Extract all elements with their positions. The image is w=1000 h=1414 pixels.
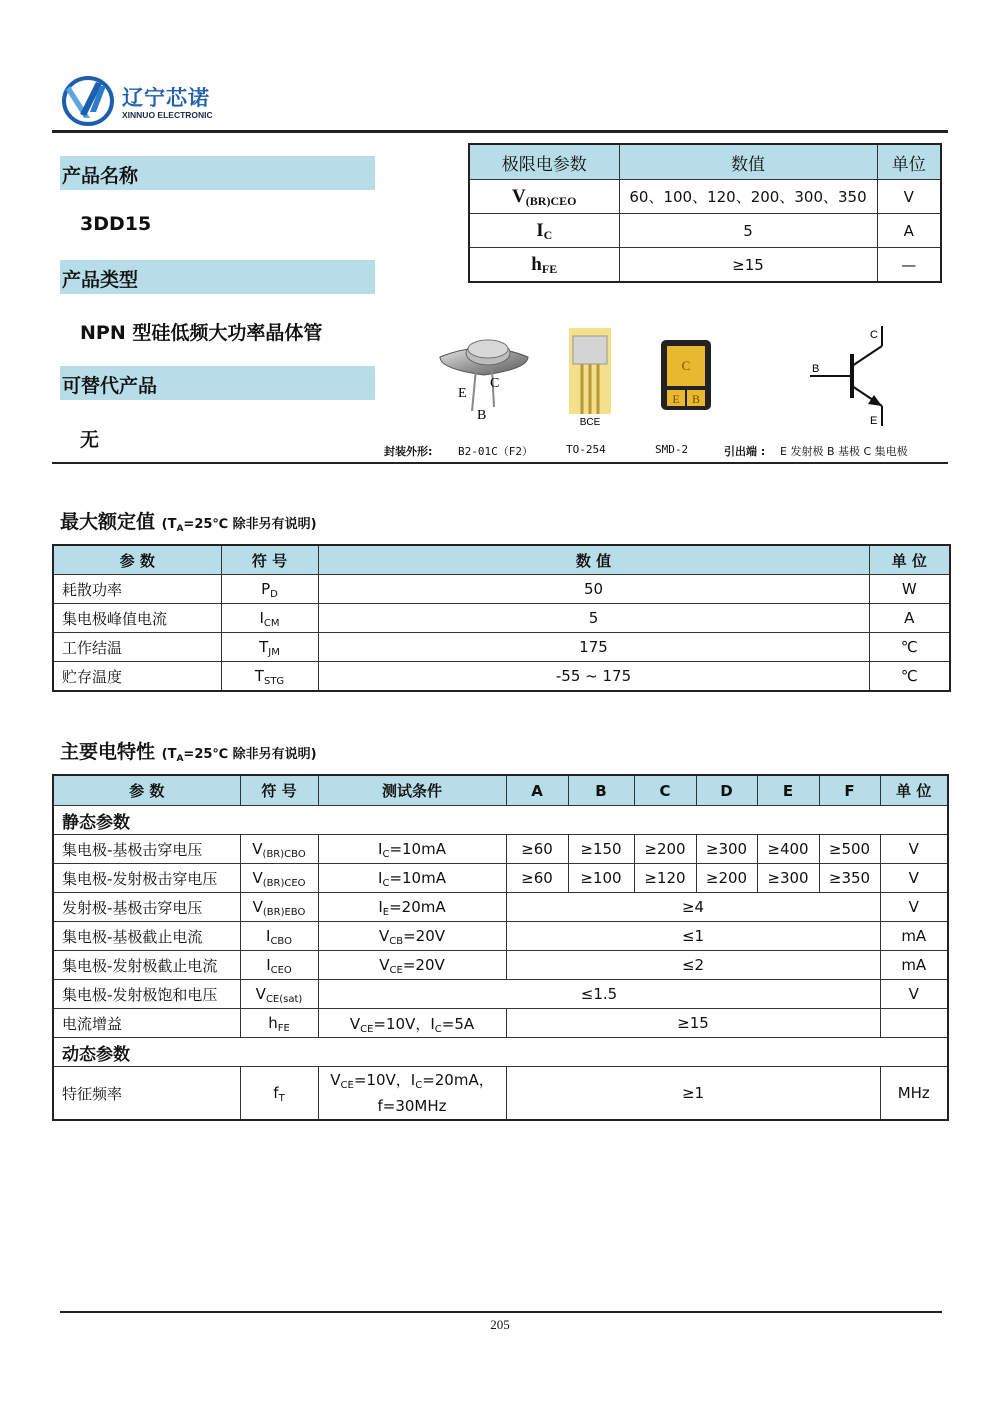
condition-text: V — [378, 927, 390, 945]
symbol-cell — [240, 980, 318, 1009]
condition-subscript: C — [415, 1080, 423, 1091]
condition-text: I — [378, 898, 383, 916]
pins-label: 引出端 : — [724, 445, 766, 458]
column-header: 符 号 — [221, 545, 318, 575]
smd-2-package-image — [661, 340, 711, 410]
table-row — [53, 980, 948, 1009]
package-name: TO-254 — [566, 443, 606, 456]
product-name-label: 产品名称 — [62, 165, 139, 187]
column-header: 单位 — [877, 144, 941, 180]
condition-cell — [318, 1009, 506, 1038]
value-cell: ≥4 — [506, 893, 880, 922]
group-row — [53, 806, 948, 835]
product-name-band — [60, 156, 375, 190]
symbol-text: V — [512, 185, 526, 207]
condition-subscript: C — [434, 1023, 442, 1035]
condition-pre: (T — [161, 517, 177, 532]
b2-pin-e-label: E — [458, 386, 467, 401]
smd-pin-c-label: C — [681, 358, 691, 373]
product-type-value: NPN 型硅低频大功率晶体管 — [80, 322, 323, 344]
alternative-label: 可替代产品 — [62, 375, 158, 397]
symbol-subscript: STG — [263, 676, 285, 687]
symbol-cell — [240, 922, 318, 951]
condition-text: V — [349, 1014, 361, 1033]
b2-pin-b-label: B — [477, 408, 487, 423]
symbol-subscript: FE — [541, 261, 558, 276]
package-name: B2-01C（F2） — [458, 445, 533, 458]
symbol-subscript: CBO — [270, 936, 292, 947]
condition-text: I — [378, 869, 383, 887]
b2-01c-package-image — [436, 335, 532, 425]
symbol-subscript: FE — [277, 1023, 290, 1034]
condition-text: I — [430, 1014, 435, 1033]
table-row — [469, 248, 941, 283]
param-cell: 集电极-发射极击穿电压 — [53, 864, 240, 893]
condition-text: =20V — [402, 956, 445, 974]
symbol-subscript: (BR)CEO — [262, 878, 306, 889]
condition-text: V — [330, 1071, 341, 1089]
column-header: D — [696, 775, 757, 806]
unit-cell: A — [877, 214, 941, 248]
column-header: F — [819, 775, 880, 806]
symbol-subscript: CE(sat) — [265, 994, 303, 1005]
table-header-row — [53, 545, 950, 575]
product-name-value: 3DD15 — [80, 213, 152, 235]
pins-description: E 发射极 B 基极 C 集电极 — [780, 445, 908, 458]
symbol-cell — [469, 180, 619, 214]
logo-mark-icon — [60, 72, 118, 128]
unit-cell: W — [869, 575, 950, 604]
symbol-subscript: JM — [268, 647, 280, 658]
value-cell: ≤1 — [506, 922, 880, 951]
param-cell: 特征频率 — [53, 1067, 240, 1121]
limit-parameters-table — [468, 143, 942, 283]
unit-cell: A — [869, 604, 950, 633]
company-logo — [60, 72, 218, 128]
value-cell: ≥1 — [506, 1067, 880, 1121]
column-header: 数值 — [619, 144, 877, 180]
condition-cell — [318, 893, 506, 922]
to-254-package-image — [565, 328, 615, 428]
symbol-text: I — [259, 609, 264, 627]
symbol-cell — [240, 864, 318, 893]
condition-text: =10mA — [389, 840, 446, 858]
symbol-text: h — [268, 1014, 278, 1032]
param-cell: 集电极-基极截止电流 — [53, 922, 240, 951]
unit-cell: ℃ — [869, 633, 950, 662]
condition-note — [162, 747, 317, 762]
param-cell: 集电极-基极击穿电压 — [53, 835, 240, 864]
column-header: B — [568, 775, 634, 806]
b2-pin-c-label: C — [490, 376, 500, 391]
symbol-text: T — [259, 638, 269, 656]
value-cell: ≥150 — [568, 835, 634, 864]
brand-name-en: XINNUO ELECTRONIC — [122, 110, 213, 120]
footer-rule — [60, 1311, 942, 1313]
npn-transistor-schematic-icon — [808, 324, 898, 430]
value-cell: ≥60 — [506, 864, 568, 893]
condition-text: I — [410, 1071, 416, 1089]
condition-cell — [318, 835, 506, 864]
group-row — [53, 1038, 948, 1067]
condition-subscript: CB — [389, 936, 404, 947]
table-row — [53, 604, 950, 633]
section-title-text: 主要电特性 — [60, 741, 156, 763]
schematic-e-label: E — [870, 415, 878, 427]
condition-text: V — [379, 956, 390, 974]
value-cell: ≥60 — [506, 835, 568, 864]
symbol-subscript: (BR)CEO — [525, 193, 577, 208]
unit-cell: ℃ — [869, 662, 950, 692]
section-title-text: 最大额定值 — [60, 511, 156, 533]
param-cell: 集电极-发射极截止电流 — [53, 951, 240, 980]
column-header: E — [757, 775, 819, 806]
section-divider — [52, 462, 948, 464]
value-cell: 175 — [318, 633, 869, 662]
condition-cell — [318, 1067, 506, 1121]
symbol-text: h — [531, 253, 542, 275]
unit-cell: MHz — [880, 1067, 948, 1121]
value-cell: ≥120 — [634, 864, 696, 893]
condition-text: =5A — [441, 1014, 475, 1033]
symbol-cell — [221, 575, 318, 604]
condition-text: =10V， — [353, 1071, 411, 1089]
condition-text: =20V — [403, 927, 446, 945]
unit-cell: mA — [880, 922, 948, 951]
smd-pin-b-label: B — [691, 392, 701, 406]
condition-text: =20mA， — [422, 1071, 494, 1089]
table-row — [53, 922, 948, 951]
electrical-characteristics-table — [52, 774, 949, 1121]
symbol-subscript: D — [270, 589, 278, 600]
column-header: 极限电参数 — [469, 144, 619, 180]
symbol-text: I — [266, 956, 271, 974]
symbol-cell — [469, 214, 619, 248]
product-type-label: 产品类型 — [62, 269, 139, 291]
column-header: 单 位 — [880, 775, 948, 806]
column-header: 参 数 — [53, 545, 221, 575]
symbol-text: I — [266, 927, 271, 945]
to254-pin-labels: BCE — [579, 417, 601, 428]
symbol-cell — [240, 1009, 318, 1038]
symbol-cell — [221, 633, 318, 662]
param-cell: 电流增益 — [53, 1009, 240, 1038]
package-name: SMD-2 — [655, 443, 689, 456]
schematic-c-label: C — [870, 329, 878, 341]
table-header-row — [469, 144, 941, 180]
smd-pin-e-label: E — [672, 392, 680, 406]
symbol-cell — [240, 835, 318, 864]
table-row — [53, 1009, 948, 1038]
symbol-subscript: T — [278, 1093, 285, 1104]
table-row — [53, 951, 948, 980]
symbol-subscript: (BR)EBO — [262, 907, 306, 918]
symbol-subscript: CEO — [270, 965, 292, 976]
condition-pre: (T — [161, 747, 177, 762]
table-row — [53, 575, 950, 604]
symbol-subscript: C — [543, 227, 553, 242]
unit-cell: V — [877, 180, 941, 214]
condition-subscript: C — [382, 878, 390, 889]
value-cell: 5 — [619, 214, 877, 248]
symbol-text: P — [261, 580, 271, 598]
table-row — [53, 893, 948, 922]
brand-name-cn: 辽宁芯诺 — [122, 86, 210, 110]
value-cell: ≥300 — [696, 835, 757, 864]
symbol-subscript: CM — [263, 618, 280, 629]
condition-subscript: C — [382, 849, 390, 860]
value-cell: -55 ~ 175 — [318, 662, 869, 692]
condition-cell — [318, 951, 506, 980]
value-cell: ≥300 — [757, 864, 819, 893]
value-cell: ≥15 — [506, 1009, 880, 1038]
unit-cell: V — [880, 980, 948, 1009]
param-cell: 集电极峰值电流 — [53, 604, 221, 633]
symbol-text: T — [254, 667, 264, 685]
condition-subscript: E — [382, 907, 390, 918]
value-cell: ≥200 — [696, 864, 757, 893]
unit-cell: V — [880, 835, 948, 864]
table-row — [53, 835, 948, 864]
param-cell: 耗散功率 — [53, 575, 221, 604]
symbol-cell — [240, 951, 318, 980]
column-header: 测试条件 — [318, 775, 506, 806]
table-row — [469, 180, 941, 214]
table-header-row — [53, 775, 948, 806]
schematic-b-label: B — [812, 363, 820, 375]
symbol-text: f — [273, 1084, 279, 1102]
value-cell: 50 — [318, 575, 869, 604]
condition-cell — [318, 864, 506, 893]
value-cell: ≥200 — [634, 835, 696, 864]
alternative-band — [60, 366, 375, 400]
column-header: 参 数 — [53, 775, 240, 806]
condition-text: =10mA — [389, 869, 446, 887]
condition-note — [162, 517, 317, 532]
max-ratings-table — [52, 544, 951, 692]
condition-text: =10V， — [373, 1014, 431, 1033]
symbol-cell — [221, 604, 318, 633]
value-cell: ≤1.5 — [318, 980, 880, 1009]
unit-cell — [880, 1009, 948, 1038]
symbol-text: V — [252, 869, 263, 887]
table-row — [53, 1067, 948, 1121]
column-header: 符 号 — [240, 775, 318, 806]
column-header: 单 位 — [869, 545, 950, 575]
param-cell: 贮存温度 — [53, 662, 221, 692]
value-cell: ≥15 — [619, 248, 877, 283]
column-header: A — [506, 775, 568, 806]
symbol-text: V — [255, 985, 266, 1003]
table-row — [469, 214, 941, 248]
condition-sub: A — [176, 524, 184, 534]
value-cell: 60、100、120、200、300、350 — [619, 180, 877, 214]
value-cell: ≥400 — [757, 835, 819, 864]
symbol-cell — [469, 248, 619, 283]
electrical-title — [60, 737, 317, 764]
param-cell: 工作结温 — [53, 633, 221, 662]
static-params-label: 静态参数 — [53, 806, 948, 835]
unit-cell: — — [877, 248, 941, 283]
alternative-value: 无 — [80, 429, 100, 451]
page-number: 205 — [490, 1317, 510, 1332]
symbol-cell — [221, 662, 318, 692]
dynamic-params-label: 动态参数 — [53, 1038, 948, 1067]
max-ratings-title — [60, 507, 317, 534]
unit-cell: V — [880, 893, 948, 922]
symbol-cell — [240, 1067, 318, 1121]
package-outline-label: 封装外形: — [384, 445, 433, 458]
condition-text: =20mA — [389, 898, 446, 916]
symbol-text: V — [252, 898, 263, 916]
column-header: 数 值 — [318, 545, 869, 575]
symbol-subscript: (BR)CBO — [262, 849, 306, 860]
value-cell: ≥100 — [568, 864, 634, 893]
value-cell: ≥500 — [819, 835, 880, 864]
condition-cell — [318, 922, 506, 951]
value-cell: 5 — [318, 604, 869, 633]
column-header: C — [634, 775, 696, 806]
symbol-text: V — [252, 840, 263, 858]
condition-subscript: CE — [389, 965, 403, 976]
unit-cell: V — [880, 864, 948, 893]
param-cell: 集电极-发射极饱和电压 — [53, 980, 240, 1009]
condition-sub: A — [176, 754, 184, 764]
condition-subscript: CE — [360, 1023, 374, 1035]
condition-subscript: CE — [340, 1080, 354, 1091]
table-row — [53, 633, 950, 662]
table-row — [53, 662, 950, 692]
symbol-cell — [240, 893, 318, 922]
product-type-band — [60, 260, 375, 294]
condition-text: f=30MHz — [377, 1097, 447, 1115]
condition-post: =25℃ 除非另有说明) — [183, 517, 317, 532]
condition-post: =25℃ 除非另有说明) — [183, 747, 317, 762]
value-cell: ≤2 — [506, 951, 880, 980]
table-row — [53, 864, 948, 893]
param-cell: 发射极-基极击穿电压 — [53, 893, 240, 922]
header-rule — [52, 130, 948, 133]
symbol-text: I — [536, 219, 544, 241]
unit-cell: mA — [880, 951, 948, 980]
value-cell: ≥350 — [819, 864, 880, 893]
condition-text: I — [378, 840, 383, 858]
